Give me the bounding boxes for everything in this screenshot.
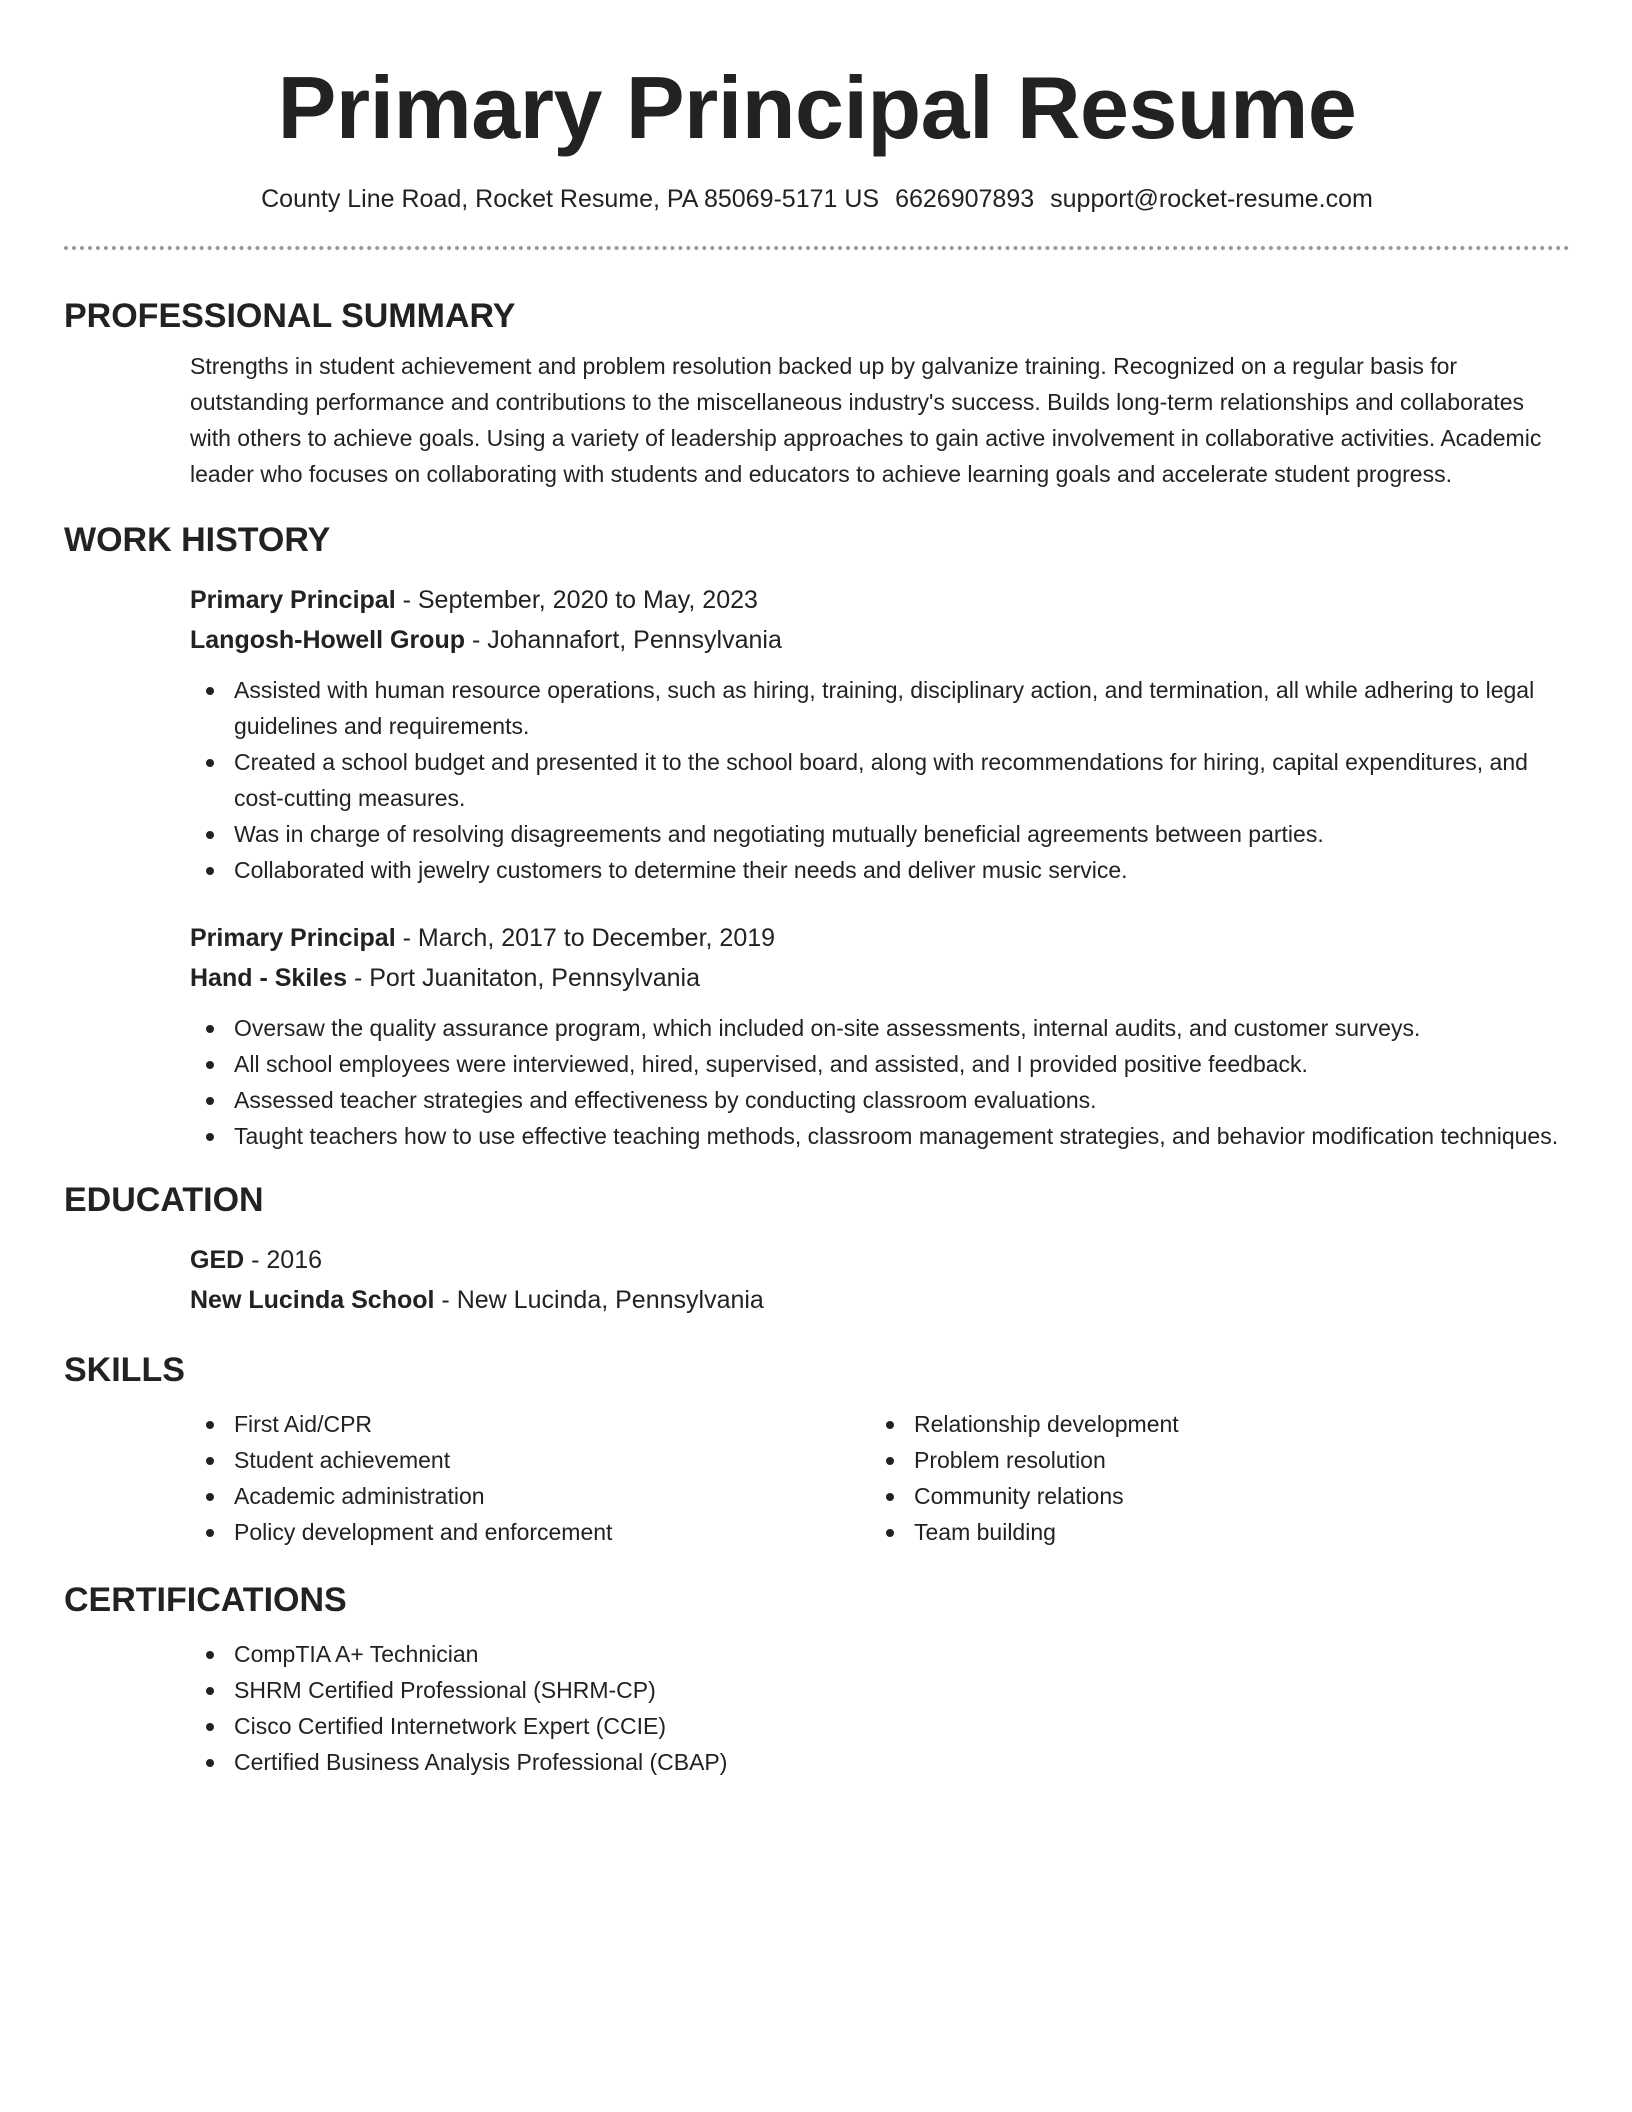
list-item: Collaborated with jewelry customers to determine their needs and deliver music service. xyxy=(190,852,1570,888)
resume-title: Primary Principal Resume xyxy=(277,58,1357,157)
job-bullets xyxy=(190,672,1570,888)
contact-address: County Line Road, Rocket Resume, PA 85069-5171 US xyxy=(261,185,880,213)
list-item: Relationship development xyxy=(870,1406,1550,1442)
certifications-list xyxy=(190,1636,1570,1780)
education-year: - 2016 xyxy=(244,1246,323,1274)
list-item: Oversaw the quality assurance program, which included on-site assessments, internal audits, and customer surveys. xyxy=(190,1010,1570,1046)
contact-email[interactable]: support@rocket-resume.com xyxy=(1050,185,1373,213)
education-degree-line xyxy=(190,1240,1570,1280)
summary-heading: PROFESSIONAL SUMMARY xyxy=(64,297,516,335)
skills-column-right xyxy=(870,1406,1550,1550)
list-item: Assisted with human resource operations, such as hiring, training, disciplinary action, and termination, all while adhering to legal guidelines and requirements. xyxy=(190,672,1570,744)
list-item: Academic administration xyxy=(190,1478,870,1514)
list-item: Community relations xyxy=(870,1478,1550,1514)
certifications-heading: CERTIFICATIONS xyxy=(64,1581,347,1619)
education-entry xyxy=(64,1240,1570,1320)
list-item: Student achievement xyxy=(190,1442,870,1478)
job-entry xyxy=(64,580,1570,888)
list-item: Policy development and enforcement xyxy=(190,1514,870,1550)
education-degree: GED xyxy=(190,1246,245,1274)
resume-page xyxy=(64,0,1570,1780)
education-school-line xyxy=(190,1280,1570,1320)
education-school: New Lucinda School xyxy=(190,1286,435,1314)
list-item: CompTIA A+ Technician xyxy=(190,1636,1570,1672)
list-item: First Aid/CPR xyxy=(190,1406,870,1442)
education-heading: EDUCATION xyxy=(64,1181,264,1219)
job-company-line xyxy=(190,958,1570,998)
list-item: Created a school budget and presented it to the school board, along with recommendations for hiring, capital expenditures, and cost-cutting measures. xyxy=(190,744,1570,816)
summary-text: Strengths in student achievement and problem resolution backed up by galvanize training. Recognized on a regular basis for outstanding performance and contributions to the miscellaneous industry's success. Builds long-term relationships and collaborates with others to achieve goals. Using a variety of leadership approaches to gain active involvement in collaborative activities. Academic leader who focuses on collaborating with students and educators to achieve learning goals and accelerate student progress. xyxy=(190,353,1542,487)
job-entry xyxy=(64,918,1570,1154)
job-dates: - September, 2020 to May, 2023 xyxy=(395,586,758,614)
skills-list xyxy=(64,1406,1570,1550)
job-location: - Port Juanitaton, Pennsylvania xyxy=(347,964,700,992)
job-company-line xyxy=(190,620,1570,660)
list-item: Taught teachers how to use effective teaching methods, classroom management strategies, and behavior modification techniques. xyxy=(190,1118,1570,1154)
list-item: Was in charge of resolving disagreements and negotiating mutually beneficial agreements between parties. xyxy=(190,816,1570,852)
list-item: SHRM Certified Professional (SHRM-CP) xyxy=(190,1672,1570,1708)
job-title-line xyxy=(190,580,1570,620)
skills-column-left xyxy=(190,1406,870,1550)
certifications-section xyxy=(64,1636,1570,1780)
work-history-heading: WORK HISTORY xyxy=(64,521,331,559)
job-title-line xyxy=(190,918,1570,958)
job-dates: - March, 2017 to December, 2019 xyxy=(395,924,776,952)
list-item: Problem resolution xyxy=(870,1442,1550,1478)
job-location: - Johannafort, Pennsylvania xyxy=(465,626,782,654)
contact-line xyxy=(64,184,1570,214)
job-bullets xyxy=(190,1010,1570,1154)
job-company: Hand - Skiles xyxy=(190,964,347,992)
list-item: Certified Business Analysis Professional (CBAP) xyxy=(190,1744,1570,1780)
job-title: Primary Principal xyxy=(190,586,396,614)
contact-phone: 6626907893 xyxy=(895,185,1035,213)
job-company: Langosh-Howell Group xyxy=(190,626,465,654)
list-item: Team building xyxy=(870,1514,1550,1550)
skills-heading: SKILLS xyxy=(64,1351,185,1389)
list-item: Cisco Certified Internetwork Expert (CCIE) xyxy=(190,1708,1570,1744)
list-item: Assessed teacher strategies and effectiveness by conducting classroom evaluations. xyxy=(190,1082,1570,1118)
list-item: All school employees were interviewed, hired, supervised, and assisted, and I provided positive feedback. xyxy=(190,1046,1570,1082)
job-title: Primary Principal xyxy=(190,924,396,952)
header-divider xyxy=(64,246,1570,250)
education-location: - New Lucinda, Pennsylvania xyxy=(434,1286,764,1314)
